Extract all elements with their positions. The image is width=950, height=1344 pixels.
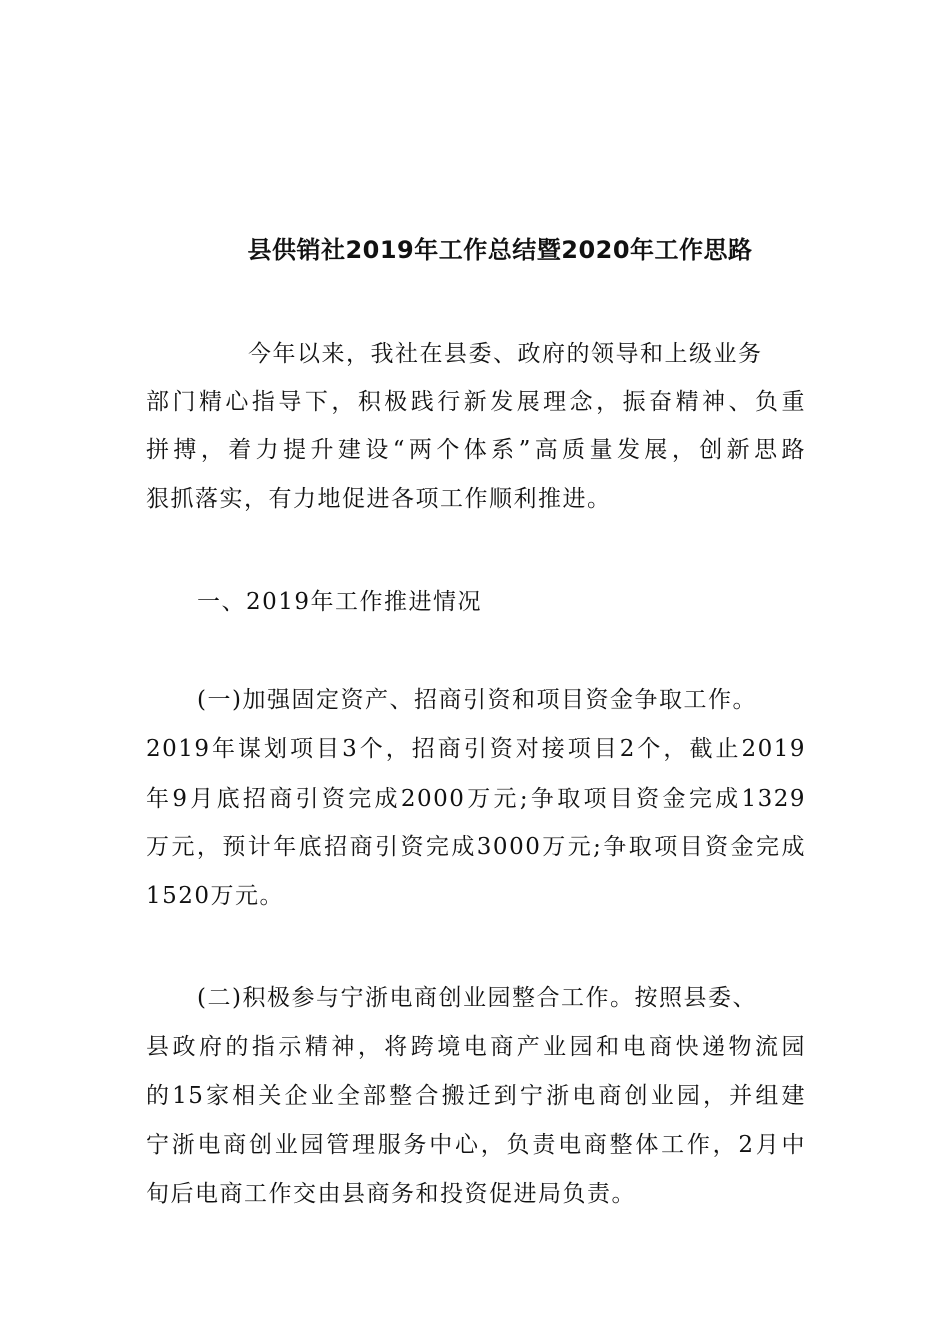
section-heading: 一、2019年工作推进情况 bbox=[197, 589, 483, 615]
item2-line-4: 宁浙电商创业园管理服务中心，负责电商整体工作，2月中 bbox=[146, 1132, 806, 1158]
item1-line-1: (一)加强固定资产、招商引资和项目资金争取工作。 bbox=[197, 687, 757, 713]
item2-line-1: (二)积极参与宁浙电商创业园整合工作。按照县委、 bbox=[197, 985, 757, 1011]
item2-line-5: 旬后电商工作交由县商务和投资促进局负责。 bbox=[146, 1181, 636, 1207]
item1-line-3: 年9月底招商引资完成2000万元;争取项目资金完成1329 bbox=[146, 786, 806, 812]
document-title: 县供销社2019年工作总结暨2020年工作思路 bbox=[247, 236, 753, 264]
item2-line-2: 县政府的指示精神，将跨境电商产业园和电商快递物流园 bbox=[146, 1034, 806, 1060]
intro-line-4: 狠抓落实，有力地促进各项工作顺利推进。 bbox=[146, 486, 612, 512]
intro-line-1: 今年以来，我社在县委、政府的领导和上级业务 bbox=[248, 341, 763, 367]
item1-line-5: 1520万元。 bbox=[146, 883, 285, 909]
intro-line-3: 拼搏，着力提升建设“两个体系”高质量发展，创新思路 bbox=[146, 437, 806, 463]
item1-line-4: 万元，预计年底招商引资完成3000万元;争取项目资金完成 bbox=[146, 834, 806, 860]
item1-line-2: 2019年谋划项目3个，招商引资对接项目2个，截止2019 bbox=[146, 736, 806, 762]
intro-line-2: 部门精心指导下，积极践行新发展理念，振奋精神、负重 bbox=[146, 389, 806, 415]
item2-line-3: 的15家相关企业全部整合搬迁到宁浙电商创业园，并组建 bbox=[146, 1083, 806, 1109]
